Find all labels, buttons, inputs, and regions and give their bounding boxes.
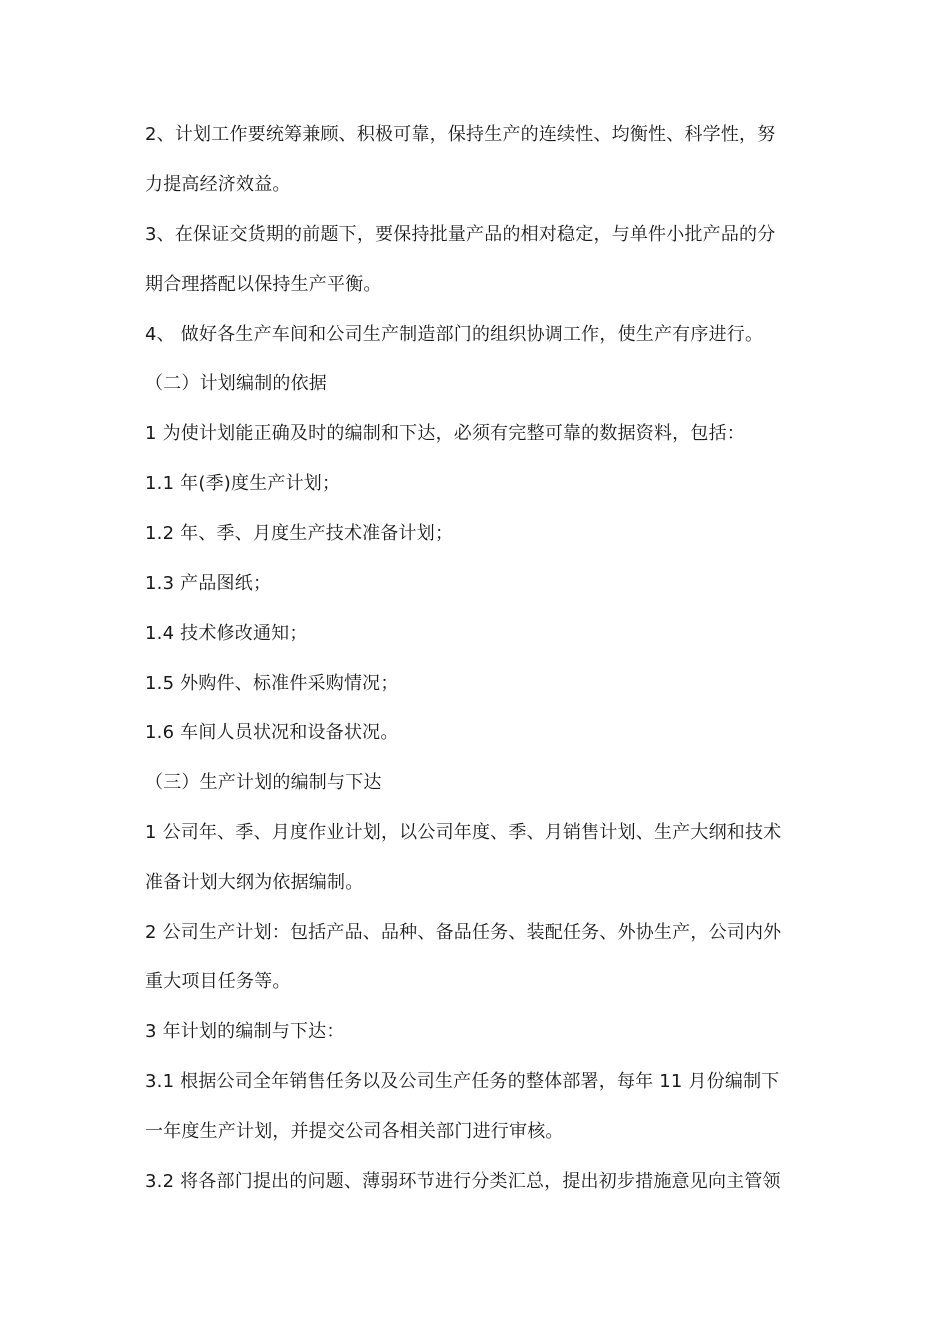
list-item: 1.2 年、季、月度生产技术准备计划； xyxy=(145,523,454,544)
text-line: 力提高经济效益。 xyxy=(145,174,291,195)
text-line: 准备计划大纲为依据编制。 xyxy=(145,872,364,893)
text-line: 4、 做好各生产车间和公司生产制造部门的组织协调工作，使生产有序进行。 xyxy=(145,324,764,345)
text-line: 2 公司生产计划：包括产品、品种、备品任务、装配任务、外协生产，公司内外 xyxy=(145,922,782,943)
text-line: 3.2 将各部门提出的问题、薄弱环节进行分类汇总，提出初步措施意见向主管领 xyxy=(145,1171,781,1192)
list-item: 1.3 产品图纸； xyxy=(145,573,272,594)
list-item: 1.6 车间人员状况和设备状况。 xyxy=(145,722,399,743)
text-line: 3、在保证交货期的前题下，要保持批量产品的相对稳定，与单件小批产品的分 xyxy=(145,224,776,245)
text-line: 2、计划工作要统筹兼顾、积极可靠，保持生产的连续性、均衡性、科学性，努 xyxy=(145,124,776,145)
list-item: 1.4 技术修改通知； xyxy=(145,623,308,644)
section-heading: （二）计划编制的依据 xyxy=(145,373,327,394)
list-item: 1.5 外购件、标准件采购情况； xyxy=(145,673,399,694)
list-item: 1.1 年(季)度生产计划； xyxy=(145,473,341,494)
text-line: 3.1 根据公司全年销售任务以及公司生产任务的整体部署，每年 11 月份编制下 xyxy=(145,1071,780,1092)
text-line: 1 为使计划能正确及时的编制和下达，必须有完整可靠的数据资料，包括： xyxy=(145,423,745,444)
text-line: 3 年计划的编制与下达： xyxy=(145,1021,345,1042)
text-line: 1 公司年、季、月度作业计划，以公司年度、季、月销售计划、生产大纲和技术 xyxy=(145,822,782,843)
text-line: 重大项目任务等。 xyxy=(145,971,291,992)
text-line: 一年度生产计划，并提交公司各相关部门进行审核。 xyxy=(145,1121,564,1142)
text-line: 期合理搭配以保持生产平衡。 xyxy=(145,274,382,295)
section-heading: （三）生产计划的编制与下达 xyxy=(145,772,382,793)
